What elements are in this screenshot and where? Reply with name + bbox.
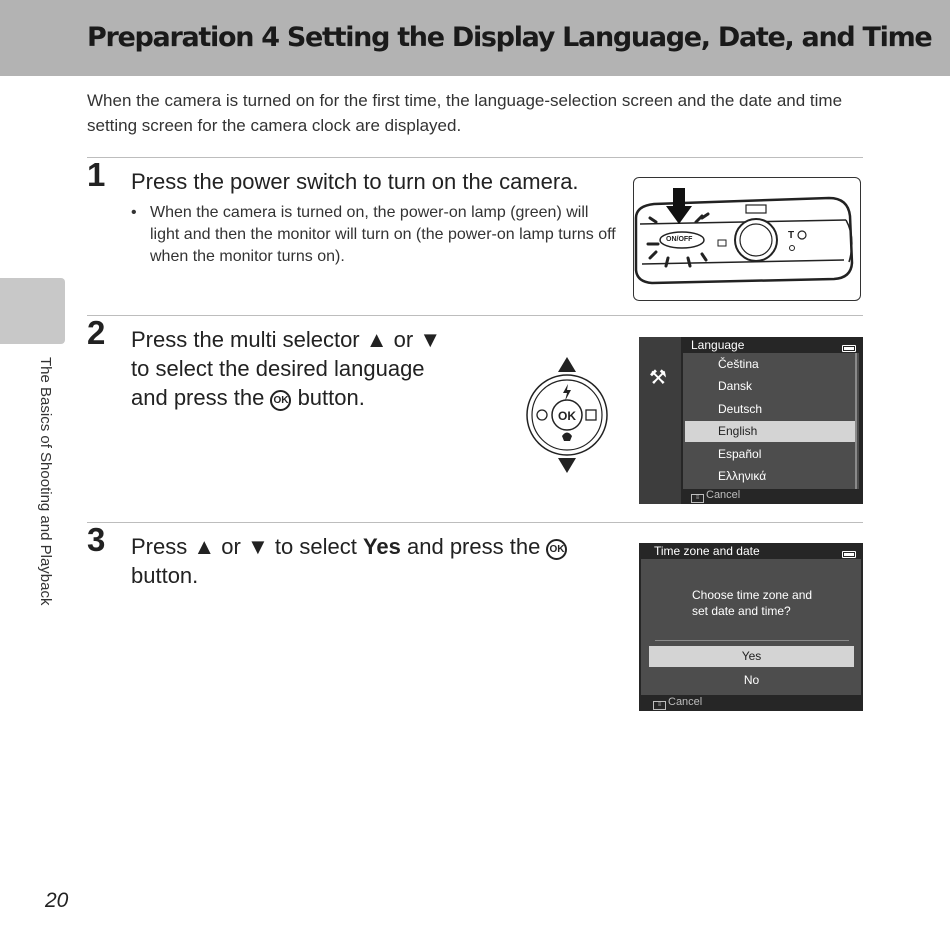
power-switch-label: ON/OFF <box>666 236 693 243</box>
language-option[interactable]: Deutsch <box>718 402 763 416</box>
step-3-yes-word: Yes <box>362 534 401 559</box>
timezone-screen-title: Time zone and date <box>654 544 760 558</box>
cancel-label: Cancel <box>706 489 741 501</box>
down-arrow-icon: ▼ <box>419 327 442 352</box>
step-2-text-a: Press the multi selector <box>131 327 360 352</box>
svg-text:OK: OK <box>558 409 576 423</box>
section-side-label: The Basics of Shooting and Playback <box>37 357 54 606</box>
svg-text:T: T <box>788 230 795 241</box>
step-divider <box>87 522 863 523</box>
step-3-instruction <box>131 532 611 590</box>
battery-icon <box>842 345 856 352</box>
ok-button-icon: OK <box>546 539 567 560</box>
ok-button-icon: OK <box>270 390 291 411</box>
language-option[interactable]: Dansk <box>718 379 753 393</box>
section-tab <box>0 278 65 344</box>
bullet-dot: • <box>131 204 137 221</box>
cancel-label: Cancel <box>668 696 703 708</box>
intro-paragraph: When the camera is turned on for the first time, the language-selection screen and the date and time setting screen for the camera clock are displayed. <box>87 91 843 135</box>
step-2-number: 2 <box>87 314 106 351</box>
dialog-divider <box>655 640 849 641</box>
step-3-text-d: and press the <box>407 534 541 559</box>
wrench-icon: ⚒ <box>649 367 667 389</box>
step-divider <box>87 315 863 316</box>
cancel-hint <box>691 489 740 503</box>
timezone-question <box>692 587 842 619</box>
step-2-instruction <box>131 325 491 412</box>
camera-top-illustration <box>633 177 861 301</box>
battery-icon <box>842 551 856 558</box>
step-2-text-line3b: button. <box>297 385 365 410</box>
up-arrow-icon: ▲ <box>365 327 388 352</box>
step-2-text-line3a: and press the <box>131 385 265 410</box>
step-1-number: 1 <box>87 156 106 193</box>
step-3-text-or: or <box>221 534 241 559</box>
step-3-text-c: to select <box>274 534 357 559</box>
scrollbar <box>855 353 857 489</box>
no-option[interactable]: No <box>743 673 760 687</box>
cancel-hint <box>653 696 702 710</box>
down-arrow-icon: ▼ <box>246 534 269 559</box>
language-screen-title: Language <box>691 338 745 352</box>
language-screen <box>639 337 863 504</box>
language-option[interactable]: Čeština <box>718 357 759 371</box>
step-2-text-or: or <box>393 327 414 352</box>
timezone-dialog <box>641 559 861 695</box>
page-number: 20 <box>45 889 69 912</box>
step-2-text-line2: to select the desired language <box>131 356 425 381</box>
language-option[interactable]: Español <box>718 447 762 461</box>
language-list <box>683 353 859 489</box>
yes-option[interactable]: Yes <box>649 646 854 667</box>
setup-menu-tab <box>639 337 681 504</box>
timezone-question-line1: Choose time zone and <box>692 588 813 602</box>
multi-selector-illustration <box>525 357 609 475</box>
step-1-bullet-text: When the camera is turned on, the power-on lamp (green) will light and then the monitor will turn on (the power-on lamp turns off when the monitor turns on). <box>150 204 616 265</box>
menu-button-icon: ≡ <box>691 494 704 503</box>
timezone-question-line2: set date and time? <box>692 604 791 618</box>
timezone-date-screen <box>639 543 863 711</box>
menu-button-icon: ≡ <box>653 701 666 710</box>
page-title: Preparation 4 Setting the Display Language, Date, and Time <box>87 22 932 53</box>
language-option-selected[interactable]: English <box>685 421 857 442</box>
step-3-number: 3 <box>87 521 106 558</box>
multi-selector-drawing <box>525 357 609 475</box>
step-1-instruction: Press the power switch to turn on the camera. <box>131 169 579 194</box>
step-divider <box>87 157 863 158</box>
step-3-text-a: Press <box>131 534 188 559</box>
up-arrow-icon: ▲ <box>193 534 216 559</box>
step-1-bullet <box>131 202 616 268</box>
language-option[interactable]: Ελληνικά <box>718 469 767 483</box>
step-3-text-line2: button. <box>131 563 199 588</box>
